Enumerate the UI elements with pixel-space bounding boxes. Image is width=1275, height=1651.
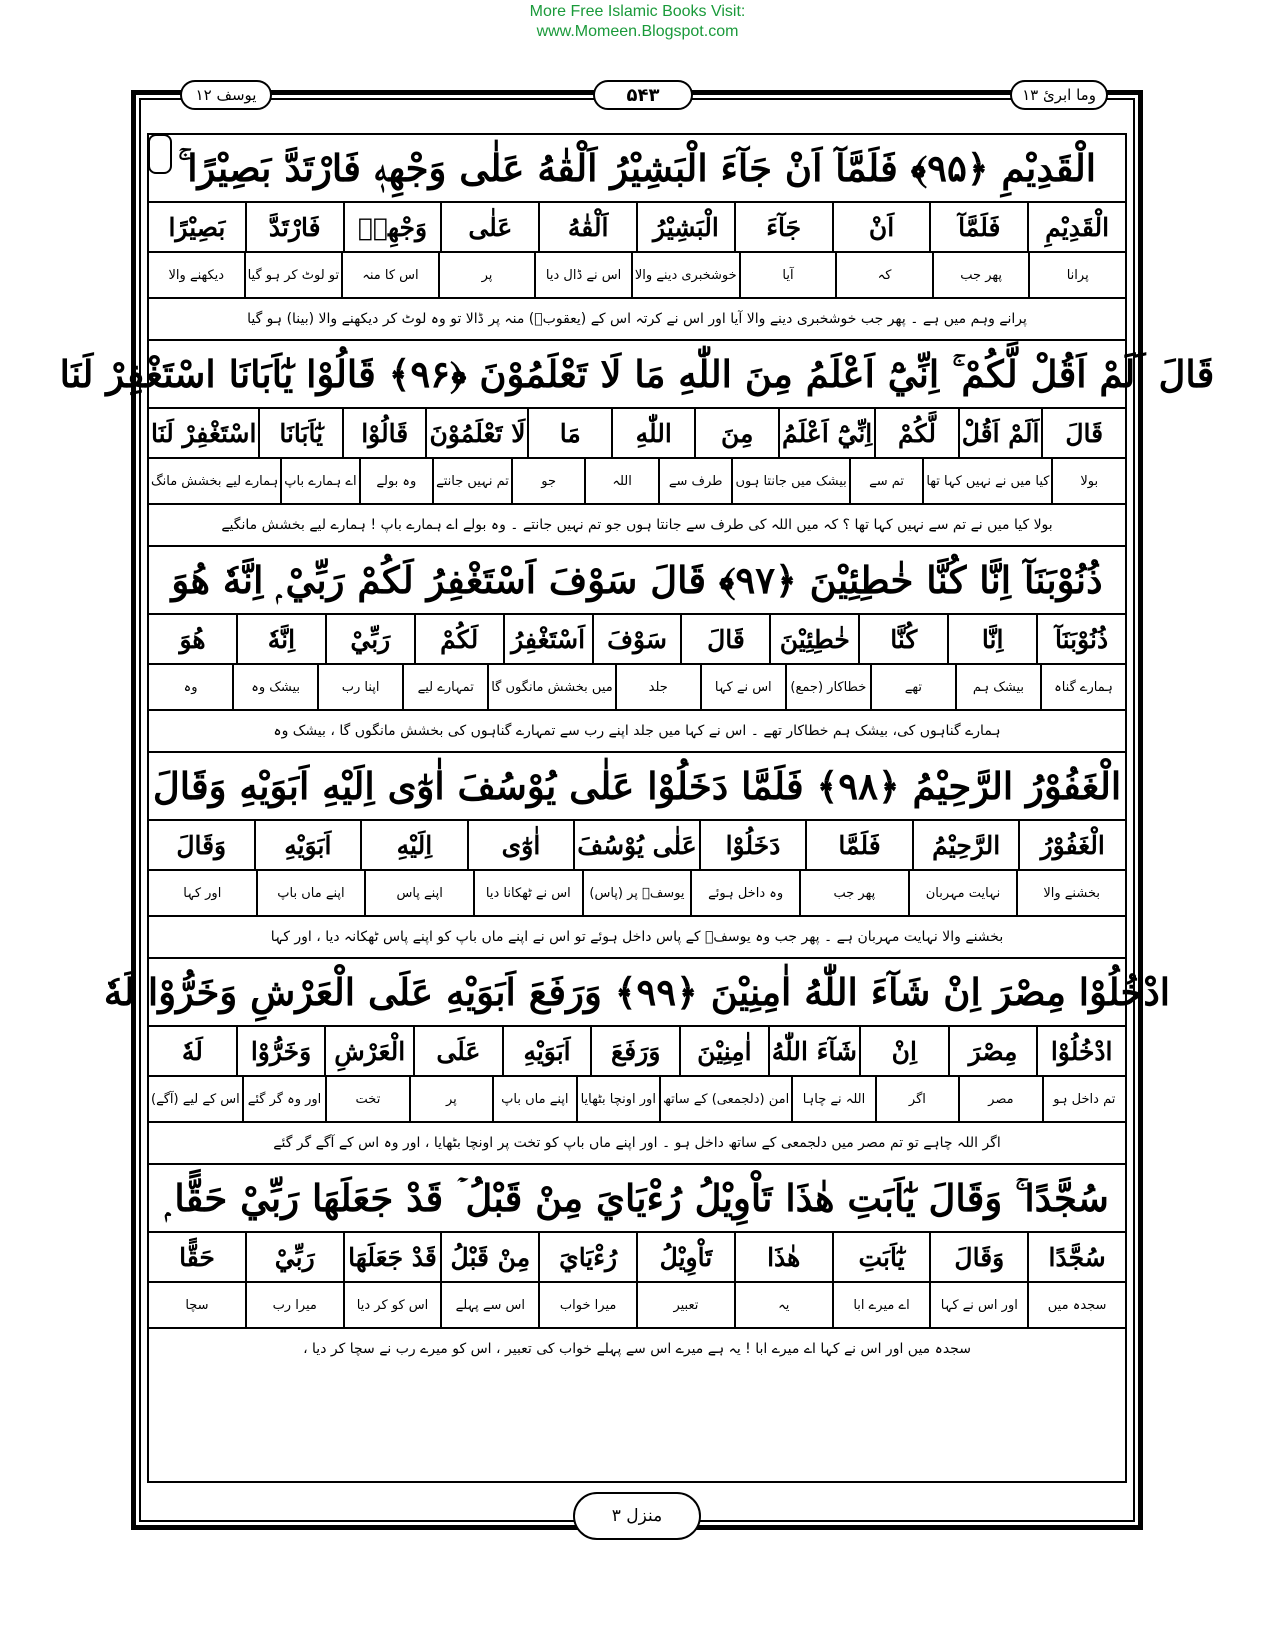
arabic-verse-line: الْقَدِيْمِ ﴿۹۵﴾ فَلَمَّآ اَنْ جَآءَ الْبَشِيْرُ اَلْقٰهُ عَلٰى وَجْهِهٖ فَارْتَدَّ بَصِيْرًا ۚ bbox=[149, 135, 1125, 203]
urdu-meaning-cell: خوشخبری دینے والا bbox=[631, 253, 739, 297]
urdu-meaning-cell: اس کو کر دیا bbox=[343, 1283, 441, 1327]
urdu-meaning-cell: اگر bbox=[875, 1077, 958, 1121]
arabic-word-cell: وَخَرُّوْا bbox=[236, 1027, 325, 1075]
word-by-word-row bbox=[149, 409, 1125, 459]
arabic-word-cell: اللّٰهِ bbox=[611, 409, 695, 457]
arabic-word-cell: مِصْرَ bbox=[948, 1027, 1037, 1075]
arabic-word-cell: لَّكُمْ bbox=[874, 409, 958, 457]
arabic-word-cell: اسْتَغْفِرْ لَنَا bbox=[151, 418, 257, 448]
verse-section bbox=[149, 135, 1125, 341]
verse-section bbox=[59, 341, 1215, 547]
surah-name-label: یوسف ۱۲ bbox=[180, 80, 272, 110]
arabic-word-cell: الْعَرْشِ bbox=[324, 1027, 413, 1075]
arabic-word-cell: قَالَ bbox=[1041, 409, 1125, 457]
urdu-meaning-cell: اے ہمارے باپ bbox=[280, 459, 358, 503]
arabic-word-cell: دَخَلُوْا bbox=[699, 821, 806, 869]
arabic-verse-line: سُجَّدًا ۚ وَقَالَ يٰٓاَبَتِ هٰذَا تَاْوِيْلُ رُءْيَايَ مِنْ قَبْلُ ۡ قَدْ جَعَلَهَا رَبِّيْ حَقًّا ۭ bbox=[149, 1165, 1125, 1233]
verse-section bbox=[149, 547, 1125, 753]
arabic-word-cell: اَسْتَغْفِرُ bbox=[503, 615, 592, 663]
promo-line-1: More Free Islamic Books Visit: bbox=[529, 3, 746, 20]
arabic-word-cell: وَقَالَ bbox=[176, 830, 227, 860]
word-meaning-row bbox=[149, 665, 1125, 711]
arabic-word-cell: شَآءَ اللّٰهُ bbox=[768, 1027, 859, 1075]
urdu-meaning-cell: میں بخشش مانگوں گا bbox=[487, 665, 615, 709]
urdu-meaning-cell: میرا خواب bbox=[538, 1283, 636, 1327]
arabic-word-cell: تَاْوِيْلُ bbox=[636, 1233, 734, 1281]
urdu-meaning-cell: طرف سے bbox=[658, 459, 732, 503]
word-by-word-row bbox=[149, 821, 1125, 871]
arabic-word-cell: وَرَفَعَ bbox=[590, 1027, 679, 1075]
juz-label: وما ابرئ ۱۳ bbox=[1010, 80, 1108, 110]
arabic-word-cell: اَبَوَيْهِ bbox=[502, 1027, 591, 1075]
urdu-meaning-cell: کہ bbox=[835, 253, 932, 297]
urdu-translation-line: سجدہ میں اور اس نے کہا اے میرے ابا ! یہ ہے میرے اس سے پہلے خواب کی تعبیر ، اس کو میرے رب نے سچا کر دیا ، bbox=[303, 1341, 971, 1357]
urdu-meaning-cell: تم داخل ہو bbox=[1042, 1077, 1125, 1121]
urdu-meaning-cell: اور کہا bbox=[183, 885, 222, 901]
manzil-label: منزل ۳ bbox=[573, 1492, 701, 1540]
arabic-word-cell: قَدْ جَعَلَهَا bbox=[343, 1233, 441, 1281]
arabic-word-cell: وَقَالَ bbox=[929, 1233, 1027, 1281]
urdu-meaning-cell: بولا bbox=[1051, 459, 1125, 503]
urdu-meaning-cell: ہمارے لیے بخشش مانگ bbox=[151, 473, 279, 489]
urdu-meaning-cell: نہایت مہربان bbox=[908, 871, 1017, 915]
site-promo-note bbox=[0, 2, 1275, 42]
verse-section bbox=[149, 753, 1125, 959]
word-meaning-row bbox=[149, 1077, 1125, 1123]
urdu-meaning-cell: بخشنے والا bbox=[1016, 871, 1125, 915]
urdu-meaning-cell: اس سے پہلے bbox=[440, 1283, 538, 1327]
arabic-word-cell: يٰٓاَبَانَا bbox=[258, 409, 342, 457]
arabic-verse-line: ادْخُلُوْا مِصْرَ اِنْ شَآءَ اللّٰهُ اٰمِنِيْنَ ﴿۹۹﴾ وَرَفَعَ اَبَوَيْهِ عَلَى الْعَرْشِ وَخَرُّوْا لَهٗ bbox=[149, 959, 1125, 1027]
urdu-meaning-cell: وہ بولے bbox=[359, 459, 433, 503]
urdu-meaning-cell: تھے bbox=[870, 665, 955, 709]
urdu-meaning-cell: اپنا رب bbox=[317, 665, 402, 709]
urdu-meaning-cell: سجدہ میں bbox=[1027, 1283, 1125, 1327]
arabic-word-cell: رُءْيَايَ bbox=[538, 1233, 636, 1281]
arabic-word-cell: مِنَ bbox=[694, 409, 778, 457]
page-content bbox=[59, 135, 1215, 1369]
urdu-meaning-cell: تم نہیں جانتے bbox=[432, 459, 511, 503]
promo-line-2: www.Momeen.Blogspot.com bbox=[536, 23, 739, 40]
urdu-meaning-cell: تو لوٹ کر ہو گیا bbox=[244, 253, 342, 297]
urdu-meaning-cell: اس کے لیے (آگے) bbox=[151, 1091, 240, 1107]
verse-section bbox=[149, 1165, 1125, 1369]
arabic-word-cell: اٰمِنِيْنَ bbox=[679, 1027, 768, 1075]
urdu-translation-line: اگر اللہ چاہے تو تم مصر میں دلجمعی کے ساتھ داخل ہو ۔ اور اپنے ماں باپ کو تخت پر اونچا بٹھایا ، اور وہ اس کے آگے گر گئے bbox=[273, 1135, 1001, 1151]
urdu-meaning-cell: اے میرے ابا bbox=[832, 1283, 930, 1327]
arabic-word-cell: اَبَوَيْهِ bbox=[254, 821, 361, 869]
arabic-word-cell: كُنَّا bbox=[858, 615, 947, 663]
arabic-word-cell: جَآءَ bbox=[734, 203, 832, 251]
arabic-word-cell: اِنِّيْٓ اَعْلَمُ bbox=[778, 409, 874, 457]
urdu-meaning-cell: اس نے ٹھکانا دیا bbox=[473, 871, 582, 915]
arabic-word-cell: بَصِيْرًا bbox=[168, 212, 226, 242]
urdu-meaning-cell: اپنے ماں باپ bbox=[492, 1077, 575, 1121]
arabic-word-cell: الْغَفُوْرُ bbox=[1018, 821, 1125, 869]
arabic-verse-line: ذُنُوْبَنَآ اِنَّا كُنَّا خٰطِئِيْنَ ﴿۹۷﴾ قَالَ سَوْفَ اَسْتَغْفِرُ لَكُمْ رَبِّيْ ۭ اِنَّهٗ هُوَ bbox=[149, 547, 1125, 615]
word-by-word-row bbox=[149, 615, 1125, 665]
arabic-word-cell: سَوْفَ bbox=[592, 615, 681, 663]
urdu-meaning-cell: اور اونچا بٹھایا bbox=[576, 1077, 659, 1121]
urdu-meaning-cell: پر bbox=[409, 1077, 492, 1121]
urdu-meaning-cell: اور وہ گر گئے bbox=[242, 1077, 325, 1121]
arabic-word-cell: فَلَمَّآ bbox=[929, 203, 1027, 251]
urdu-meaning-cell: دیکھنے والا bbox=[168, 267, 225, 283]
word-meaning-row bbox=[149, 871, 1125, 917]
arabic-word-cell: رَبِّيْ bbox=[325, 615, 414, 663]
arabic-word-cell: اَلْقٰهُ bbox=[538, 203, 636, 251]
urdu-meaning-cell: تعبیر bbox=[636, 1283, 734, 1327]
urdu-meaning-cell: میرا رب bbox=[245, 1283, 343, 1327]
arabic-word-cell: عَلٰى يُوْسُفَ bbox=[573, 821, 698, 869]
arabic-word-cell: سُجَّدًا bbox=[1027, 1233, 1125, 1281]
arabic-word-cell: الْبَشِيْرُ bbox=[636, 203, 734, 251]
urdu-meaning-cell: وہ bbox=[183, 679, 198, 695]
arabic-word-cell: هُوَ bbox=[179, 624, 206, 654]
urdu-meaning-cell: یہ bbox=[734, 1283, 832, 1327]
arabic-word-cell: اِنَّهٗ bbox=[236, 615, 325, 663]
urdu-meaning-cell: اللہ bbox=[584, 459, 658, 503]
word-meaning-row bbox=[149, 253, 1125, 299]
arabic-verse-line: الْغَفُوْرُ الرَّحِيْمُ ﴿۹۸﴾ فَلَمَّا دَخَلُوْا عَلٰى يُوْسُفَ اٰوٰٓى اِلَيْهِ اَبَوَيْهِ وَقَالَ bbox=[149, 753, 1125, 821]
arabic-word-cell: وَجْهِهٖ bbox=[343, 203, 441, 251]
arabic-word-cell: فَلَمَّا bbox=[805, 821, 912, 869]
arabic-word-cell: هٰذَا bbox=[734, 1233, 832, 1281]
arabic-word-cell: خٰطِئِيْنَ bbox=[769, 615, 858, 663]
arabic-verse-line: قَالَ اَلَمْ اَقُلْ لَّكُمْ ۚ اِنِّيْٓ اَعْلَمُ مِنَ اللّٰهِ مَا لَا تَعْلَمُوْنَ ﴿۹۶﴾ قَالُوْا يٰٓاَبَانَا اسْتَغْفِرْ لَنَا bbox=[149, 341, 1125, 409]
urdu-meaning-cell: تخت bbox=[325, 1077, 408, 1121]
arabic-word-cell: اَلَمْ اَقُلْ bbox=[958, 409, 1042, 457]
urdu-meaning-cell: کیا میں نے نہیں کہا تھا bbox=[922, 459, 1051, 503]
arabic-word-cell: اٰوٰٓى bbox=[467, 821, 574, 869]
arabic-word-cell: عَلَى bbox=[413, 1027, 502, 1075]
urdu-meaning-cell: آیا bbox=[739, 253, 836, 297]
arabic-word-cell: عَلٰى bbox=[440, 203, 538, 251]
urdu-meaning-cell: پھر جب bbox=[799, 871, 908, 915]
arabic-word-cell: لَكُمْ bbox=[414, 615, 503, 663]
arabic-word-cell: اَنْ bbox=[832, 203, 930, 251]
urdu-meaning-cell: اپنے ماں باپ bbox=[256, 871, 365, 915]
urdu-meaning-cell: تمہارے لیے bbox=[402, 665, 487, 709]
arabic-word-cell: لَا تَعْلَمُوْنَ bbox=[425, 409, 527, 457]
arabic-word-cell: مِنْ قَبْلُ bbox=[440, 1233, 538, 1281]
page-number: ۵۴۳ bbox=[593, 80, 693, 110]
urdu-translation-line: بولا کیا میں نے تم سے نہیں کہا تھا ؟ کہ میں اللہ کی طرف سے جانتا ہوں جو تم نہیں جانتے ۔ وہ بولے اے ہمارے باپ ! ہمارے لیے بخشش مانگیے bbox=[221, 517, 1053, 533]
word-meaning-row bbox=[149, 459, 1125, 505]
urdu-translation-line: ہمارے گناہوں کی، بیشک ہم خطاکار تھے ۔ اس نے کہا میں جلد اپنے رب سے تمہارے گناہوں کی بخشش مانگوں گا ، بیشک وہ bbox=[273, 723, 1001, 739]
arabic-word-cell: يٰٓاَبَتِ bbox=[832, 1233, 930, 1281]
urdu-meaning-cell: پھر جب bbox=[932, 253, 1029, 297]
arabic-word-cell: فَارْتَدَّ bbox=[245, 203, 343, 251]
urdu-meaning-cell: بیشک میں جانتا ہوں bbox=[731, 459, 848, 503]
word-by-word-row bbox=[149, 1027, 1125, 1077]
urdu-meaning-cell: مصر bbox=[958, 1077, 1041, 1121]
urdu-meaning-cell: اور اس نے کہا bbox=[929, 1283, 1027, 1327]
urdu-meaning-cell: بیشک ہم bbox=[955, 665, 1040, 709]
urdu-meaning-cell: جلد bbox=[615, 665, 700, 709]
arabic-word-cell: لَهٗ bbox=[181, 1036, 203, 1066]
urdu-meaning-cell: بیشک وہ bbox=[232, 665, 317, 709]
urdu-meaning-cell: اس نے کہا bbox=[700, 665, 785, 709]
arabic-word-cell: الْقَدِيْمِ bbox=[1027, 203, 1125, 251]
urdu-meaning-cell: اپنے پاس bbox=[364, 871, 473, 915]
urdu-meaning-cell: وہ داخل ہوئے bbox=[690, 871, 799, 915]
urdu-meaning-cell: جو bbox=[511, 459, 585, 503]
arabic-word-cell: مَا bbox=[527, 409, 611, 457]
urdu-meaning-cell: یوسفؑ پر (پاس) bbox=[582, 871, 691, 915]
arabic-word-cell: ذُنُوْبَنَآ bbox=[1036, 615, 1125, 663]
urdu-meaning-cell: پرانا bbox=[1028, 253, 1125, 297]
arabic-word-cell: اِنْ bbox=[859, 1027, 948, 1075]
arabic-word-cell: حَقًّا bbox=[179, 1242, 215, 1272]
urdu-meaning-cell: امن (دلجمعی) کے ساتھ bbox=[659, 1077, 791, 1121]
urdu-translation-line: بخشنے والا نہایت مہربان ہے ۔ پھر جب وہ یوسفؑ کے پاس داخل ہوئے تو اس نے اپنے ماں باپ کو اپنے پاس ٹھکانہ دیا ، اور کہا bbox=[270, 929, 1004, 945]
arabic-word-cell: اِلَيْهِ bbox=[360, 821, 467, 869]
arabic-word-cell: ادْخُلُوْا bbox=[1036, 1027, 1125, 1075]
urdu-meaning-cell: اس نے ڈال دیا bbox=[534, 253, 631, 297]
arabic-word-cell: قَالَ bbox=[680, 615, 769, 663]
arabic-word-cell: اِنَّا bbox=[947, 615, 1036, 663]
urdu-meaning-cell: پر bbox=[438, 253, 535, 297]
word-meaning-row bbox=[149, 1283, 1125, 1329]
urdu-meaning-cell: اس کا منہ bbox=[341, 253, 438, 297]
urdu-meaning-cell: خطاکار (جمع) bbox=[785, 665, 870, 709]
word-by-word-row bbox=[149, 203, 1125, 253]
urdu-meaning-cell: اللہ نے چاہا bbox=[791, 1077, 874, 1121]
urdu-meaning-cell: سچا bbox=[185, 1297, 209, 1313]
urdu-meaning-cell: تم سے bbox=[849, 459, 923, 503]
urdu-translation-line: پرانے وہم میں ہے ۔ پھر جب خوشخبری دینے والا آیا اور اس نے کرتہ اس کے (یعقوبؑ) منہ پر ڈالا تو وہ لوٹ کر دیکھنے والا (بینا) ہو گیا bbox=[247, 311, 1027, 327]
arabic-word-cell: رَبِّيْ bbox=[245, 1233, 343, 1281]
verse-section bbox=[103, 959, 1171, 1165]
word-by-word-row bbox=[149, 1233, 1125, 1283]
arabic-word-cell: قَالُوْا bbox=[342, 409, 426, 457]
urdu-meaning-cell: ہمارے گناہ bbox=[1040, 665, 1125, 709]
arabic-word-cell: الرَّحِيْمُ bbox=[912, 821, 1019, 869]
